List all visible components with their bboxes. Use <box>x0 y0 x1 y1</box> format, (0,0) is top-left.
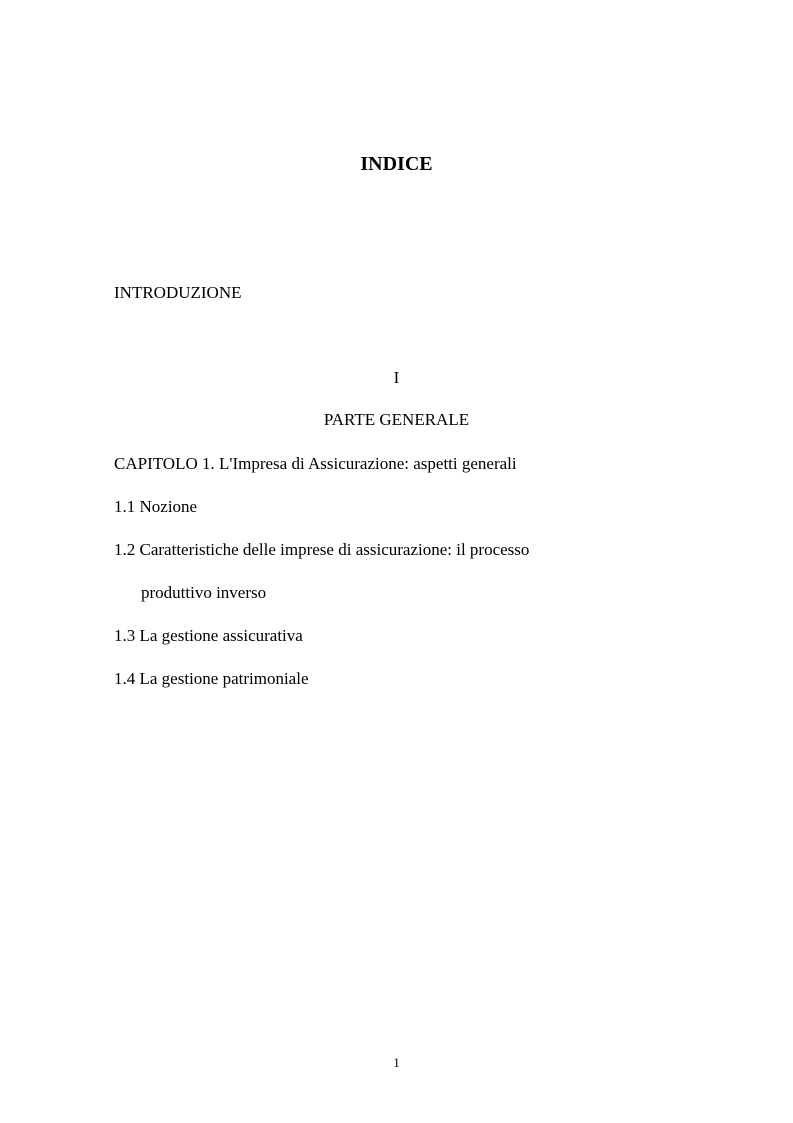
page-title: INDICE <box>360 153 433 175</box>
toc-chapter-1: CAPITOLO 1. L'Impresa di Assicurazione: aspetti generali <box>114 454 517 473</box>
toc-entry-1-3: 1.3 La gestione assicurativa <box>114 626 303 645</box>
toc-introduction: INTRODUZIONE <box>114 283 242 302</box>
page-number: 1 <box>393 1055 400 1070</box>
part-title: PARTE GENERALE <box>323 410 470 429</box>
toc-entry-1-4: 1.4 La gestione patrimoniale <box>114 669 309 688</box>
toc-entry-1-2: 1.2 Caratteristiche delle imprese di assicurazione: il processo <box>114 540 530 559</box>
part-number: I <box>393 368 400 387</box>
toc-entry-1-2-continued: produttivo inverso <box>141 583 267 602</box>
toc-entry-1-1: 1.1 Nozione <box>114 497 198 516</box>
